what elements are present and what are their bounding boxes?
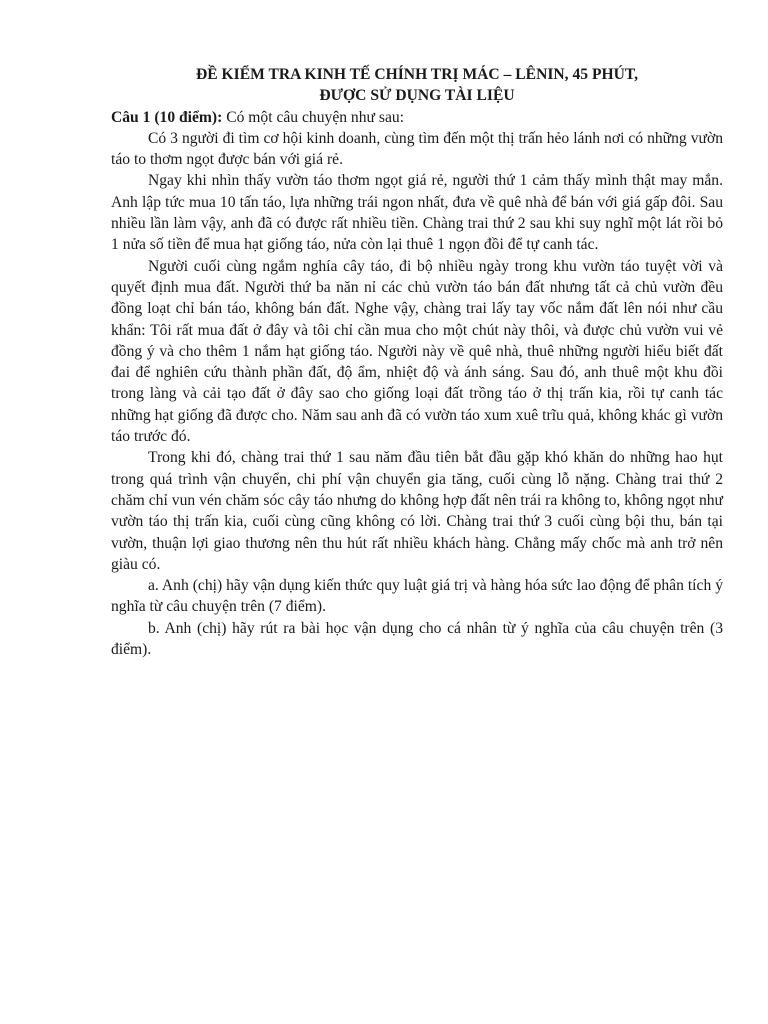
exam-page: [111, 64, 723, 660]
story-paragraph-2: Ngay khi nhìn thấy vườn táo thơm ngọt giá rẻ, người thứ 1 cảm thấy mình thật may mắn. Anh lập tức mua 10 tấn táo, lựa những trái ngon nhất, đưa về quê nhà để bán với giá gấp đôi. Sau nhiều lần làm vậy, anh đã có được rất nhiều tiền. Chàng trai thứ 2 sau khi suy nghĩ một lát rồi bỏ 1 nửa số tiền để mua hạt giống táo, nửa còn lại thuê 1 ngọn đồi để tự canh tác.: [111, 172, 723, 254]
story-paragraph-3: Người cuối cùng ngắm nghía cây táo, đi bộ nhiều ngày trong khu vườn táo tuyệt vời và quyết định mua đất. Người thứ ba năn nỉ các chủ vườn táo bán đất nhưng tất cả chủ vườn đều đồng loạt chỉ bán táo, không bán đất. Nghe vậy, chàng trai lấy tay vốc nắm đất lên nói như cầu khẩn: Tôi rất mua đất ở đây và tôi chỉ cần mua cho một chút này thôi, và được chủ vườn vui vẻ đồng ý và cho thêm 1 nắm hạt giống táo. Người này về quê nhà, thuê những người hiểu biết đất đai để nghiên cứu thành phần đất, độ ẩm, nhiệt độ và ánh sáng. Sau đó, anh thuê một khu đồi trong làng và cải tạo đất ở đây sao cho giống loại đất trồng táo ở thị trấn kia, rồi tự canh tác những hạt giống đã được cho. Năm sau anh đã có vườn táo xum xuê trĩu quả, không khác gì vườn táo trước đó.: [111, 257, 723, 446]
question-1-intro: Có một câu chuyện như sau:: [222, 108, 404, 126]
question-1-heading: [111, 107, 723, 128]
story-paragraph-4: Trong khi đó, chàng trai thứ 1 sau năm đầu tiên bắt đầu gặp khó khăn do những hao hụt trong quá trình vận chuyển, chi phí vận chuyển gia tăng, cuối cùng lỗ nặng. Chàng trai thứ 2 chăm chỉ vun vén chăm sóc cây táo nhưng do không hợp đất nên trái ra không to, không ngọt như vườn táo thị trấn kia, cuối cùng cũng không có lời. Chàng trai thứ 3 cuối cùng bội thu, bán tại vườn, thuận lợi giao thương nên thu hút rất nhiều khách hàng. Chẳng mấy chốc mà anh trở nên giàu có.: [111, 449, 723, 573]
story-paragraph-1: Có 3 người đi tìm cơ hội kinh doanh, cùng tìm đến một thị trấn hẻo lánh nơi có những vườn táo to thơm ngọt được bán với giá rẻ.: [111, 129, 723, 169]
sub-question-b: b. Anh (chị) hãy rút ra bài học vận dụng cho cá nhân từ ý nghĩa của câu chuyện trên (3 điểm).: [111, 619, 723, 659]
exam-title-line-2: ĐƯỢC SỬ DỤNG TÀI LIỆU: [319, 87, 515, 105]
question-1-label: Câu 1 (10 điểm):: [111, 108, 223, 126]
exam-title-line-1: ĐỀ KIỂM TRA KINH TẾ CHÍNH TRỊ MÁC – LÊNIN, 45 PHÚT,: [195, 66, 639, 83]
sub-question-a: a. Anh (chị) hãy vận dụng kiến thức quy luật giá trị và hàng hóa sức lao động để phân tích ý nghĩa từ câu chuyện trên (7 điểm).: [111, 577, 723, 616]
